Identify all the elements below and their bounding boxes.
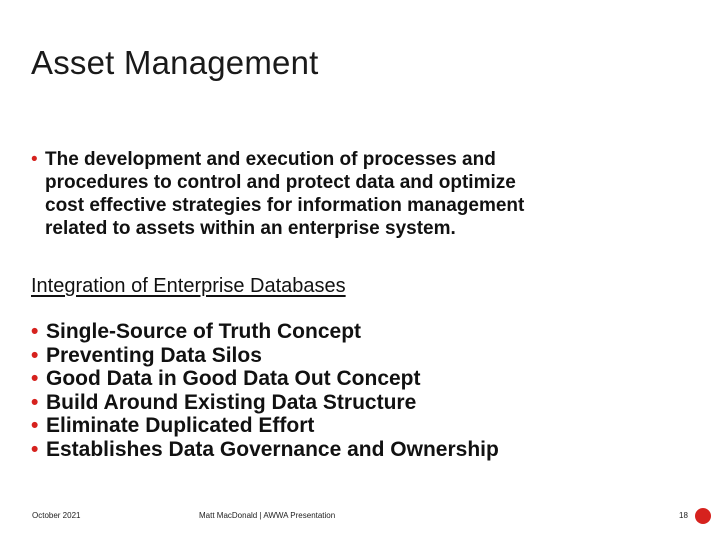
brand-circle-icon [695, 508, 711, 524]
bullet-dot: • [31, 390, 39, 414]
list-item [31, 344, 551, 368]
list-item [31, 367, 551, 391]
list-item [31, 320, 551, 344]
bullet-dot: • [31, 343, 39, 367]
list-item-text: Single-Source of Truth Concept [46, 320, 362, 343]
slide-title: Asset Management [31, 44, 319, 81]
bullet-dot: • [31, 414, 39, 437]
bullet-dot: • [31, 320, 39, 343]
footer-date: October 2021 [32, 511, 81, 520]
list-item-text: Build Around Existing Data Structure [46, 390, 417, 414]
list-item [31, 414, 551, 438]
list-item [31, 391, 551, 415]
list-item-text: Preventing Data Silos [46, 343, 262, 367]
list-item-text: Establishes Data Governance and Ownership [46, 437, 499, 461]
section-subheading: Integration of Enterprise Databases [31, 275, 346, 297]
intro-paragraph [31, 148, 551, 240]
list-item-text: Good Data in Good Data Out Concept [46, 367, 421, 390]
intro-text: The development and execution of processes and procedures to control and protect data and optimize cost effective strategies for information management related to assets within an enterprise system. [45, 149, 525, 239]
bullet-dot: • [31, 367, 39, 390]
bullet-dot: • [31, 437, 39, 461]
list-item-text: Eliminate Duplicated Effort [46, 414, 315, 437]
intro-bullet: • [31, 149, 38, 170]
list-item [31, 438, 551, 462]
bullet-list [31, 320, 551, 461]
page-number: 18 [679, 511, 688, 520]
footer-presenter: Matt MacDonald | AWWA Presentation [199, 511, 336, 520]
